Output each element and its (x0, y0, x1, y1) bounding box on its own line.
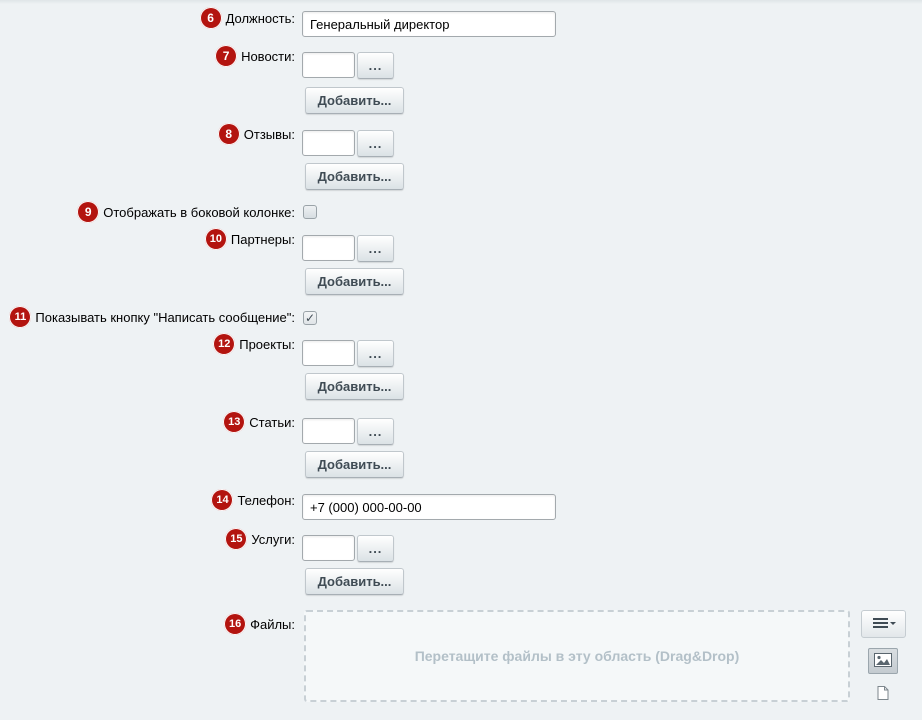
field-number-badge: 7 (215, 45, 237, 67)
projects-add-button[interactable]: Добавить... (305, 373, 404, 400)
services-add-button[interactable]: Добавить... (305, 568, 404, 595)
partners-browse-button[interactable]: ... (357, 235, 394, 262)
field-number-badge: 15 (225, 528, 247, 550)
field-number-badge: 14 (211, 489, 233, 511)
field-number-badge: 12 (213, 333, 235, 355)
show-message-label: Показывать кнопку "Написать сообщение": (35, 309, 295, 325)
files-label-row (224, 613, 295, 635)
position-input[interactable] (302, 11, 556, 37)
projects-browse-button[interactable]: ... (357, 340, 394, 367)
articles-label: Статьи: (249, 414, 295, 430)
position-label: Должность: (225, 10, 295, 26)
articles-id-input[interactable] (302, 418, 355, 444)
dropzone-text: Перетащите файлы в эту область (Drag&Drop) (414, 648, 740, 664)
projects-label: Проекты: (239, 336, 295, 352)
field-number-badge: 13 (223, 411, 245, 433)
phone-label-row (211, 489, 295, 511)
news-label: Новости: (241, 48, 295, 64)
news-browse-button[interactable]: ... (357, 52, 394, 79)
projects-id-input[interactable] (302, 340, 355, 366)
field-number-badge: 10 (205, 228, 227, 250)
services-browse-button[interactable]: ... (357, 535, 394, 562)
sidebar-label: Отображать в боковой колонке: (103, 204, 295, 220)
show-message-label-row (9, 306, 295, 328)
top-edge (0, 0, 922, 4)
reviews-browse-button[interactable]: ... (357, 130, 394, 157)
menu-lines-icon (871, 617, 897, 632)
show-message-checkbox[interactable] (303, 311, 317, 325)
partners-id-input[interactable] (302, 235, 355, 261)
articles-add-button[interactable]: Добавить... (305, 451, 404, 478)
position-label-row (200, 7, 295, 29)
image-icon (874, 653, 892, 670)
projects-label-row (213, 333, 295, 355)
files-label: Файлы: (250, 616, 295, 632)
news-add-button[interactable]: Добавить... (305, 87, 404, 114)
field-number-badge: 6 (200, 7, 222, 29)
sidebar-checkbox[interactable] (303, 205, 317, 219)
field-number-badge: 16 (224, 613, 246, 635)
news-label-row (215, 45, 295, 67)
file-view-button[interactable] (877, 686, 889, 700)
sidebar-label-row (77, 201, 295, 223)
news-id-input[interactable] (302, 52, 355, 78)
services-label: Услуги: (251, 531, 295, 547)
field-number-badge: 9 (77, 201, 99, 223)
phone-label: Телефон: (237, 492, 295, 508)
articles-browse-button[interactable]: ... (357, 418, 394, 445)
reviews-add-button[interactable]: Добавить... (305, 163, 404, 190)
partners-add-button[interactable]: Добавить... (305, 268, 404, 295)
reviews-id-input[interactable] (302, 130, 355, 156)
file-icon (877, 688, 889, 703)
reviews-label-row (218, 123, 295, 145)
reviews-label: Отзывы: (243, 126, 295, 142)
file-dropzone[interactable] (304, 610, 850, 702)
files-menu-button[interactable] (861, 610, 906, 638)
image-view-button[interactable] (868, 648, 898, 674)
phone-input[interactable] (302, 494, 556, 520)
services-label-row (225, 528, 295, 550)
field-number-badge: 8 (218, 123, 240, 145)
field-number-badge: 11 (9, 306, 31, 328)
articles-label-row (223, 411, 295, 433)
partners-label: Партнеры: (230, 231, 295, 247)
checkmark-icon: ✓ (305, 311, 316, 325)
partners-label-row (205, 228, 295, 250)
services-id-input[interactable] (302, 535, 355, 561)
